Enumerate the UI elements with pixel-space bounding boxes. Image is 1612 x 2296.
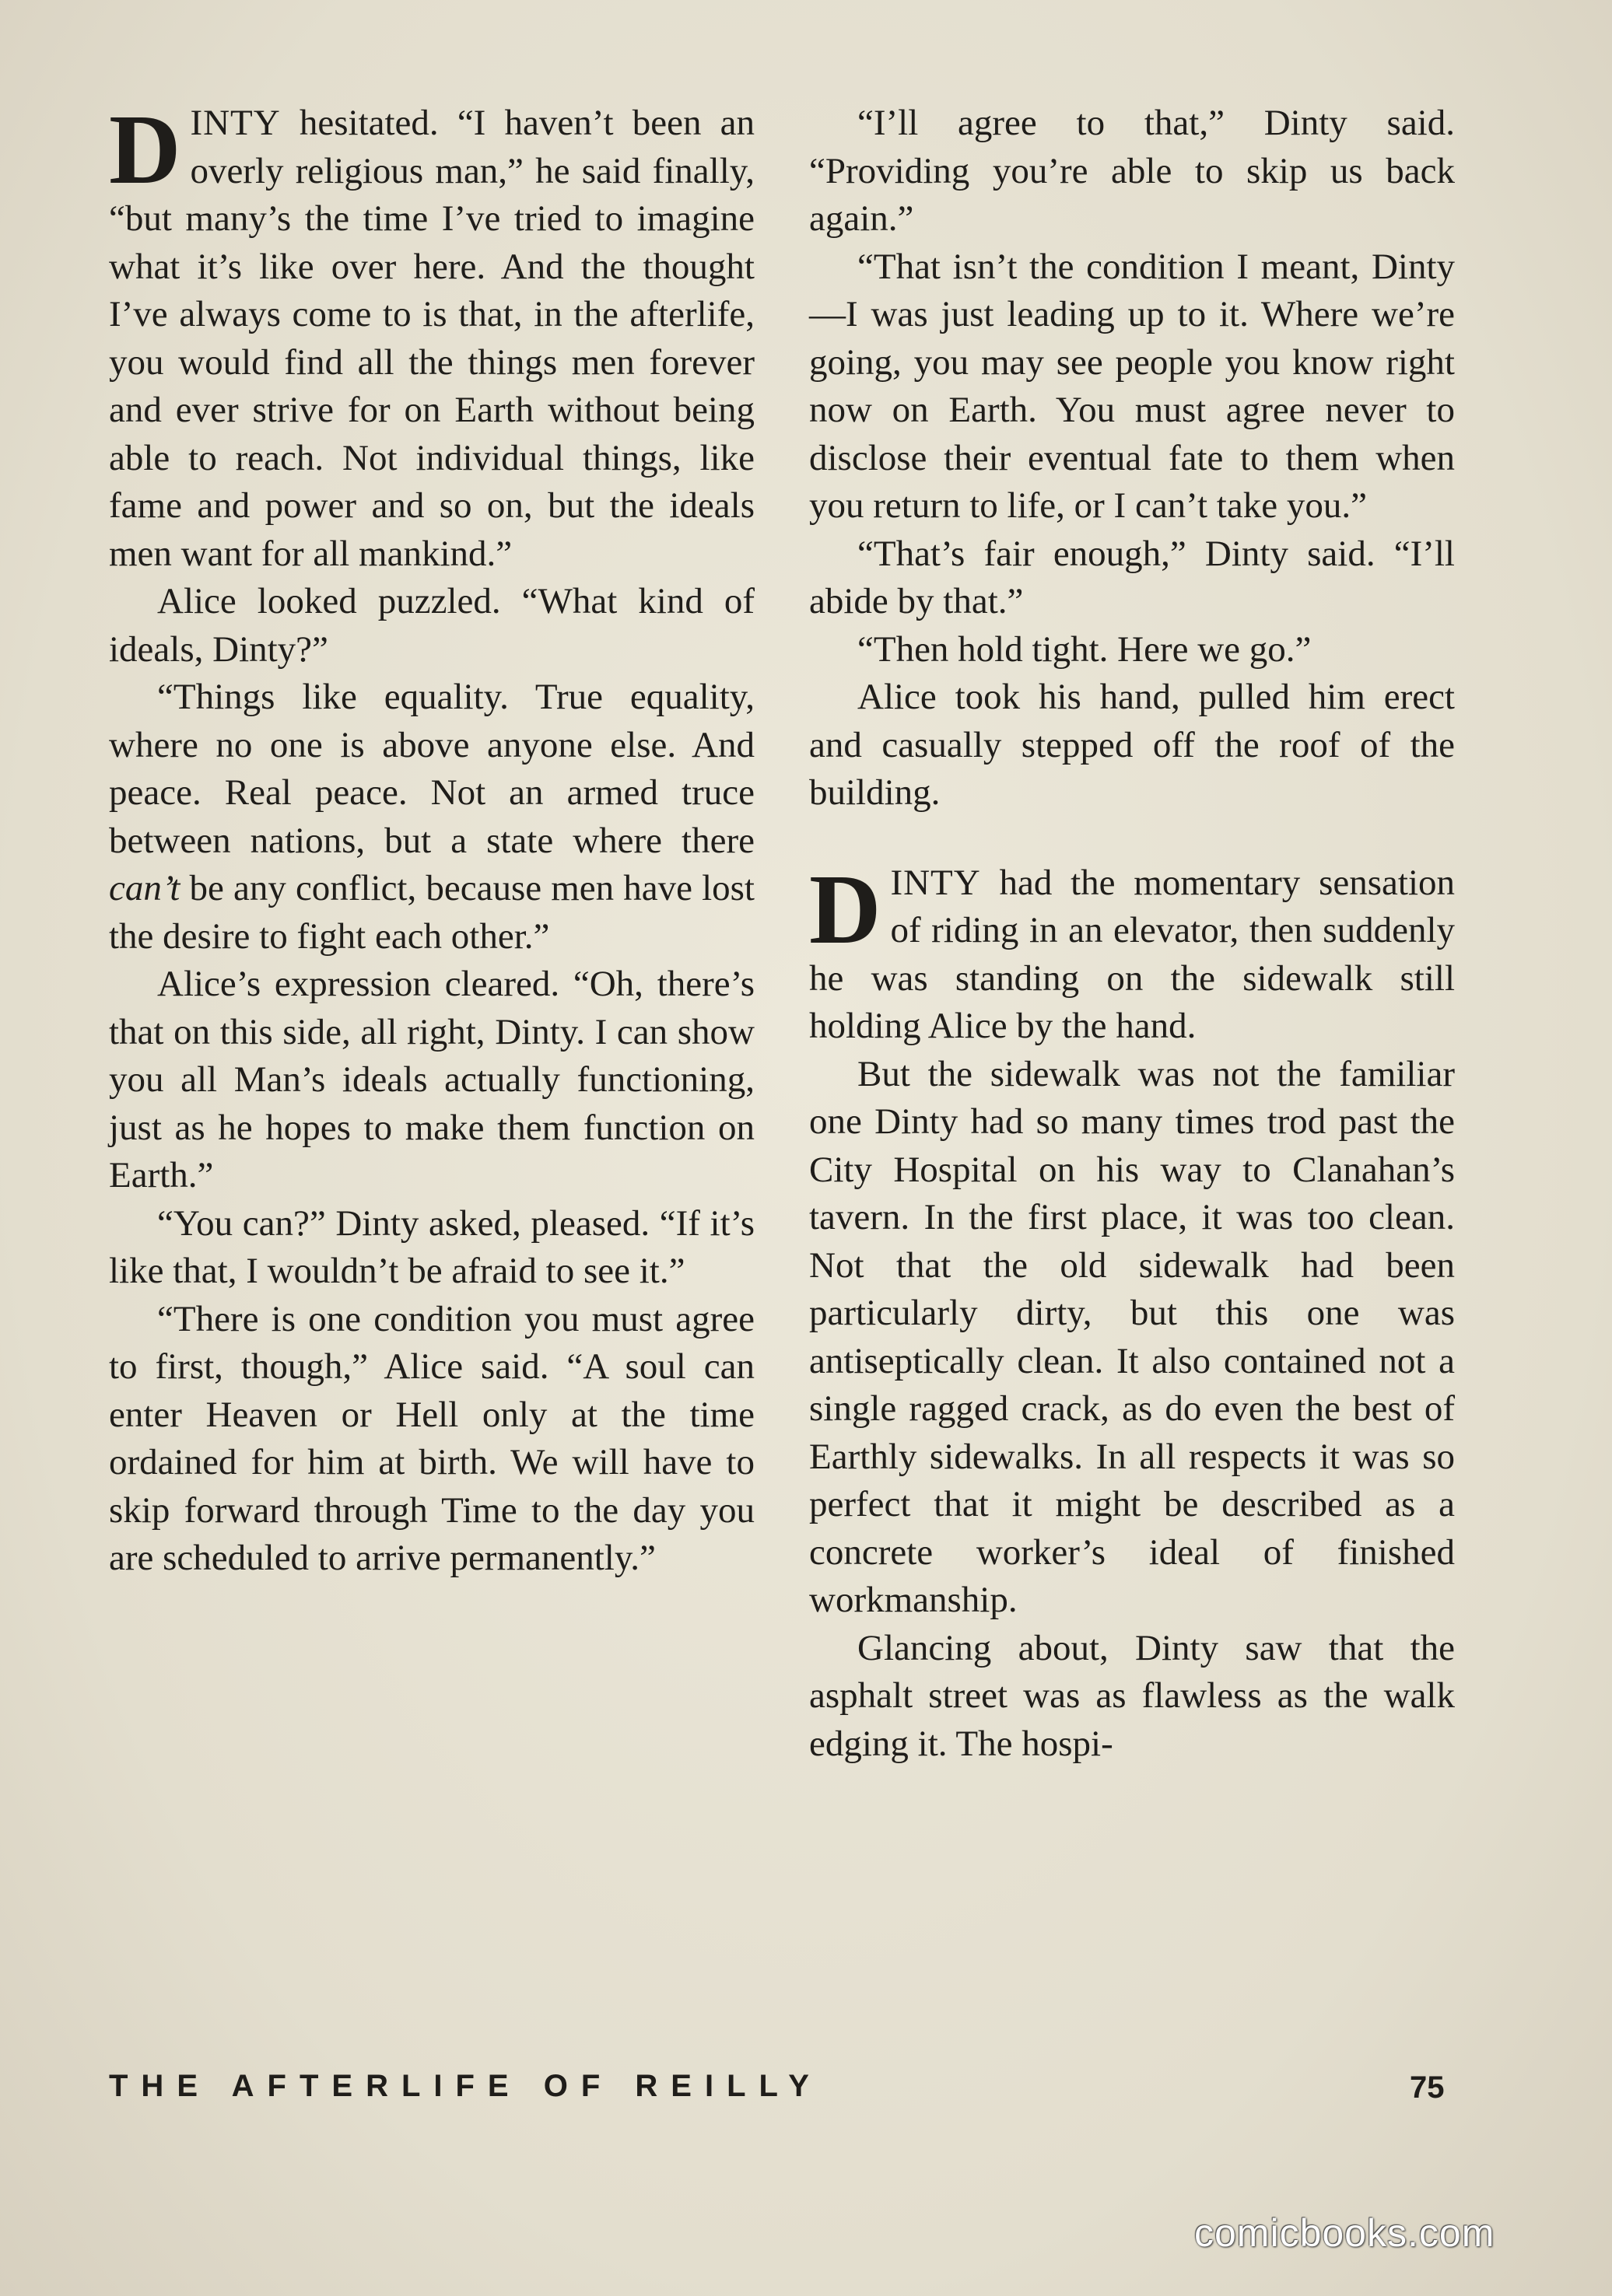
paragraph <box>109 94 755 578</box>
paragraph: Alice took his hand, pulled him erect and casually stepped off the roof of the building. <box>809 677 1455 813</box>
section-break <box>809 817 1455 859</box>
paragraph: But the sidewalk was not the familiar one Dinty had so many times trod past the City Hospital on his way to Clanahan’s tavern. In the first place, it was too clean. Not that the old sidewalk had been particularly dirty, but this one was antiseptically clean. It also contained not a single ragged crack, as do even the best of Earthly sidewalks. In all respects it was so perfect that it might be described as a concrete worker’s ideal of finished workmanship. <box>809 1053 1455 1620</box>
paragraph: “That’s fair enough,” Dinty said. “I’ll abide by that.” <box>809 533 1455 621</box>
paragraph <box>809 853 1455 1051</box>
running-footer-title: THE AFTERLIFE OF REILLY <box>109 2069 822 2103</box>
paragraph: Alice’s expression cleared. “Oh, there’s that on this side, all right, Dinty. I can show you all Man’s ideals actually functioning, just as he hopes to make them function on Earth.” <box>109 964 755 1195</box>
site-watermark: comicbooks.com <box>1194 2211 1495 2255</box>
paragraph-text: had the momentary sensation of riding in an elevator, then suddenly he was standing on the sidewalk still holding Alice by the hand. <box>809 862 1455 1046</box>
lead-word: INTY <box>890 862 981 903</box>
paragraph: “That isn’t the condition I meant, Dinty—I was just leading up to it. Where we’re going, you may see people you know right now on Earth. You must agree never to disclose their eventual fate to them when you return to life, or I can’t take you.” <box>809 246 1455 526</box>
drop-cap: D <box>809 853 881 964</box>
right-text-column <box>809 100 1455 1768</box>
left-text-column <box>109 94 755 1583</box>
page-number: 75 <box>1410 2070 1445 2105</box>
drop-cap: D <box>109 94 181 205</box>
lead-word: INTY <box>190 103 281 143</box>
paragraph: “There is one condition you must agree to first, though,” Alice said. “A soul can enter Heaven or Hell only at the time ordained for him at birth. We will have to skip forward through Time to the day you are scheduled to arrive permanently.” <box>109 1298 755 1578</box>
emphasis-text: can’t <box>109 868 180 908</box>
paragraph: “Then hold tight. Here we go.” <box>857 628 1312 670</box>
paragraph-text: “Things like equality. True equality, where no one is above anyone else. And peace. Real peace. Not an armed truce between nations, but a state where there <box>109 677 755 861</box>
paragraph <box>109 674 755 961</box>
paragraph: “You can?” Dinty asked, pleased. “If it’s like that, I wouldn’t be afraid to see it.” <box>109 1202 755 1291</box>
paragraph-text: be any conflict, because men have lost the desire to fight each other.” <box>109 868 755 957</box>
paragraph: Glancing about, Dinty saw that the asphalt street was as flawless as the walk edging it. The hospi- <box>809 1627 1455 1764</box>
paragraph-text: hesitated. “I haven’t been an overly religious man,” he said finally, “but many’s the time I’ve tried to imagine what it’s like over here. And the thought I’ve always come to is that, in the afterlife, you would find all the things men forever and ever strive for on Earth without being able to reach. Not individual things, like fame and power and so on, but the ideals men want for all mankind.” <box>109 103 755 574</box>
paragraph: “I’ll agree to that,” Dinty said. “Providing you’re able to skip us back again.” <box>809 103 1455 239</box>
paragraph: Alice looked puzzled. “What kind of ideals, Dinty?” <box>109 581 755 670</box>
